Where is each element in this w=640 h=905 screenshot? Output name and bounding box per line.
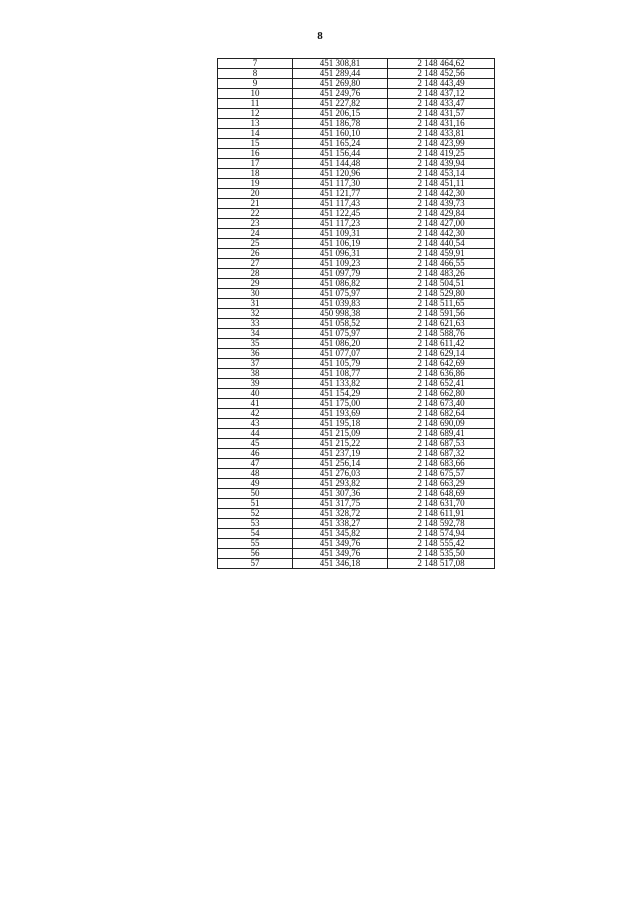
x-coordinate-cell: 451 345,82 <box>293 529 388 539</box>
x-coordinate-cell: 451 206,15 <box>293 109 388 119</box>
y-coordinate-cell: 2 148 535,50 <box>388 549 495 559</box>
point-number-cell: 11 <box>218 99 293 109</box>
y-coordinate-cell: 2 148 611,42 <box>388 339 495 349</box>
y-coordinate-cell: 2 148 673,40 <box>388 399 495 409</box>
table-row <box>218 449 495 459</box>
y-coordinate-cell: 2 148 433,47 <box>388 99 495 109</box>
x-coordinate-cell: 451 108,77 <box>293 369 388 379</box>
y-coordinate-cell: 2 148 642,69 <box>388 359 495 369</box>
x-coordinate-cell: 451 256,14 <box>293 459 388 469</box>
y-coordinate-cell: 2 148 442,30 <box>388 229 495 239</box>
point-number-cell: 24 <box>218 229 293 239</box>
y-coordinate-cell: 2 148 464,62 <box>388 59 495 69</box>
x-coordinate-cell: 451 269,80 <box>293 79 388 89</box>
y-coordinate-cell: 2 148 675,57 <box>388 469 495 479</box>
page-number: 8 <box>317 30 323 42</box>
point-number-cell: 29 <box>218 279 293 289</box>
table-row <box>218 219 495 229</box>
table-row <box>218 519 495 529</box>
x-coordinate-cell: 451 120,96 <box>293 169 388 179</box>
table-row <box>218 399 495 409</box>
x-coordinate-cell: 451 058,52 <box>293 319 388 329</box>
point-number-cell: 16 <box>218 149 293 159</box>
table-row <box>218 179 495 189</box>
y-coordinate-cell: 2 148 466,55 <box>388 259 495 269</box>
y-coordinate-cell: 2 148 511,65 <box>388 299 495 309</box>
x-coordinate-cell: 451 328,72 <box>293 509 388 519</box>
table-row <box>218 559 495 569</box>
point-number-cell: 36 <box>218 349 293 359</box>
table-row <box>218 149 495 159</box>
point-number-cell: 41 <box>218 399 293 409</box>
table-row <box>218 99 495 109</box>
point-number-cell: 49 <box>218 479 293 489</box>
table-row <box>218 369 495 379</box>
table-row <box>218 109 495 119</box>
table-row <box>218 59 495 69</box>
x-coordinate-cell: 451 144,48 <box>293 159 388 169</box>
table-row <box>218 139 495 149</box>
table-row <box>218 329 495 339</box>
table-row <box>218 549 495 559</box>
x-coordinate-cell: 451 075,97 <box>293 329 388 339</box>
table-row <box>218 319 495 329</box>
point-number-cell: 46 <box>218 449 293 459</box>
point-number-cell: 25 <box>218 239 293 249</box>
point-number-cell: 45 <box>218 439 293 449</box>
point-number-cell: 28 <box>218 269 293 279</box>
point-number-cell: 15 <box>218 139 293 149</box>
table-row <box>218 89 495 99</box>
table-row <box>218 339 495 349</box>
table-row <box>218 469 495 479</box>
x-coordinate-cell: 451 156,44 <box>293 149 388 159</box>
point-number-cell: 9 <box>218 79 293 89</box>
y-coordinate-cell: 2 148 429,84 <box>388 209 495 219</box>
table-row <box>218 289 495 299</box>
point-number-cell: 56 <box>218 549 293 559</box>
point-number-cell: 26 <box>218 249 293 259</box>
point-number-cell: 22 <box>218 209 293 219</box>
y-coordinate-cell: 2 148 439,73 <box>388 199 495 209</box>
point-number-cell: 48 <box>218 469 293 479</box>
point-number-cell: 19 <box>218 179 293 189</box>
x-coordinate-cell: 451 117,43 <box>293 199 388 209</box>
x-coordinate-cell: 451 077,07 <box>293 349 388 359</box>
x-coordinate-cell: 451 317,75 <box>293 499 388 509</box>
y-coordinate-cell: 2 148 427,00 <box>388 219 495 229</box>
y-coordinate-cell: 2 148 431,16 <box>388 119 495 129</box>
x-coordinate-cell: 451 249,76 <box>293 89 388 99</box>
point-number-cell: 10 <box>218 89 293 99</box>
y-coordinate-cell: 2 148 611,91 <box>388 509 495 519</box>
x-coordinate-cell: 451 215,09 <box>293 429 388 439</box>
point-number-cell: 20 <box>218 189 293 199</box>
point-number-cell: 7 <box>218 59 293 69</box>
y-coordinate-cell: 2 148 439,94 <box>388 159 495 169</box>
table-row <box>218 159 495 169</box>
point-number-cell: 52 <box>218 509 293 519</box>
x-coordinate-cell: 451 195,18 <box>293 419 388 429</box>
y-coordinate-cell: 2 148 459,91 <box>388 249 495 259</box>
y-coordinate-cell: 2 148 423,99 <box>388 139 495 149</box>
table-row <box>218 169 495 179</box>
x-coordinate-cell: 451 086,20 <box>293 339 388 349</box>
table-row <box>218 409 495 419</box>
y-coordinate-cell: 2 148 636,86 <box>388 369 495 379</box>
y-coordinate-cell: 2 148 442,30 <box>388 189 495 199</box>
x-coordinate-cell: 450 998,38 <box>293 309 388 319</box>
point-number-cell: 32 <box>218 309 293 319</box>
x-coordinate-cell: 451 075,97 <box>293 289 388 299</box>
point-number-cell: 31 <box>218 299 293 309</box>
y-coordinate-cell: 2 148 431,57 <box>388 109 495 119</box>
y-coordinate-cell: 2 148 453,14 <box>388 169 495 179</box>
point-number-cell: 23 <box>218 219 293 229</box>
y-coordinate-cell: 2 148 452,56 <box>388 69 495 79</box>
table-row <box>218 259 495 269</box>
x-coordinate-cell: 451 186,78 <box>293 119 388 129</box>
table-row <box>218 249 495 259</box>
point-number-cell: 50 <box>218 489 293 499</box>
point-number-cell: 38 <box>218 369 293 379</box>
point-number-cell: 30 <box>218 289 293 299</box>
y-coordinate-cell: 2 148 682,64 <box>388 409 495 419</box>
x-coordinate-cell: 451 117,23 <box>293 219 388 229</box>
x-coordinate-cell: 451 105,79 <box>293 359 388 369</box>
x-coordinate-cell: 451 154,29 <box>293 389 388 399</box>
coordinates-table-body <box>218 59 495 569</box>
table-row <box>218 479 495 489</box>
x-coordinate-cell: 451 106,19 <box>293 239 388 249</box>
point-number-cell: 34 <box>218 329 293 339</box>
point-number-cell: 13 <box>218 119 293 129</box>
x-coordinate-cell: 451 215,22 <box>293 439 388 449</box>
table-row <box>218 349 495 359</box>
table-row <box>218 129 495 139</box>
x-coordinate-cell: 451 227,82 <box>293 99 388 109</box>
y-coordinate-cell: 2 148 631,70 <box>388 499 495 509</box>
x-coordinate-cell: 451 349,76 <box>293 539 388 549</box>
x-coordinate-cell: 451 193,69 <box>293 409 388 419</box>
point-number-cell: 17 <box>218 159 293 169</box>
x-coordinate-cell: 451 039,83 <box>293 299 388 309</box>
y-coordinate-cell: 2 148 433,81 <box>388 129 495 139</box>
x-coordinate-cell: 451 346,18 <box>293 559 388 569</box>
table-row <box>218 119 495 129</box>
table-row <box>218 539 495 549</box>
y-coordinate-cell: 2 148 690,09 <box>388 419 495 429</box>
x-coordinate-cell: 451 338,27 <box>293 519 388 529</box>
table-row <box>218 529 495 539</box>
point-number-cell: 53 <box>218 519 293 529</box>
point-number-cell: 27 <box>218 259 293 269</box>
y-coordinate-cell: 2 148 451,11 <box>388 179 495 189</box>
coordinates-table <box>217 58 495 569</box>
y-coordinate-cell: 2 148 652,41 <box>388 379 495 389</box>
point-number-cell: 55 <box>218 539 293 549</box>
x-coordinate-cell: 451 289,44 <box>293 69 388 79</box>
table-row <box>218 239 495 249</box>
point-number-cell: 35 <box>218 339 293 349</box>
y-coordinate-cell: 2 148 588,76 <box>388 329 495 339</box>
y-coordinate-cell: 2 148 504,51 <box>388 279 495 289</box>
table-row <box>218 199 495 209</box>
y-coordinate-cell: 2 148 683,66 <box>388 459 495 469</box>
y-coordinate-cell: 2 148 483,26 <box>388 269 495 279</box>
y-coordinate-cell: 2 148 437,12 <box>388 89 495 99</box>
point-number-cell: 18 <box>218 169 293 179</box>
table-row <box>218 389 495 399</box>
y-coordinate-cell: 2 148 440,54 <box>388 239 495 249</box>
y-coordinate-cell: 2 148 662,80 <box>388 389 495 399</box>
y-coordinate-cell: 2 148 689,41 <box>388 429 495 439</box>
y-coordinate-cell: 2 148 687,32 <box>388 449 495 459</box>
x-coordinate-cell: 451 096,31 <box>293 249 388 259</box>
table-row <box>218 429 495 439</box>
x-coordinate-cell: 451 122,45 <box>293 209 388 219</box>
x-coordinate-cell: 451 293,82 <box>293 479 388 489</box>
y-coordinate-cell: 2 148 419,25 <box>388 149 495 159</box>
x-coordinate-cell: 451 160,10 <box>293 129 388 139</box>
point-number-cell: 12 <box>218 109 293 119</box>
y-coordinate-cell: 2 148 529,80 <box>388 289 495 299</box>
x-coordinate-cell: 451 086,82 <box>293 279 388 289</box>
table-row <box>218 229 495 239</box>
table-row <box>218 299 495 309</box>
table-row <box>218 489 495 499</box>
table-row <box>218 269 495 279</box>
point-number-cell: 33 <box>218 319 293 329</box>
x-coordinate-cell: 451 308,81 <box>293 59 388 69</box>
point-number-cell: 44 <box>218 429 293 439</box>
table-row <box>218 209 495 219</box>
y-coordinate-cell: 2 148 648,69 <box>388 489 495 499</box>
y-coordinate-cell: 2 148 517,08 <box>388 559 495 569</box>
point-number-cell: 40 <box>218 389 293 399</box>
x-coordinate-cell: 451 121,77 <box>293 189 388 199</box>
point-number-cell: 54 <box>218 529 293 539</box>
x-coordinate-cell: 451 117,30 <box>293 179 388 189</box>
table-row <box>218 359 495 369</box>
point-number-cell: 51 <box>218 499 293 509</box>
y-coordinate-cell: 2 148 663,29 <box>388 479 495 489</box>
point-number-cell: 37 <box>218 359 293 369</box>
table-row <box>218 499 495 509</box>
y-coordinate-cell: 2 148 443,49 <box>388 79 495 89</box>
y-coordinate-cell: 2 148 621,63 <box>388 319 495 329</box>
x-coordinate-cell: 451 133,82 <box>293 379 388 389</box>
table-row <box>218 419 495 429</box>
x-coordinate-cell: 451 109,31 <box>293 229 388 239</box>
table-row <box>218 189 495 199</box>
table-row <box>218 79 495 89</box>
y-coordinate-cell: 2 148 629,14 <box>388 349 495 359</box>
point-number-cell: 47 <box>218 459 293 469</box>
point-number-cell: 57 <box>218 559 293 569</box>
point-number-cell: 39 <box>218 379 293 389</box>
table-row <box>218 439 495 449</box>
x-coordinate-cell: 451 097,79 <box>293 269 388 279</box>
y-coordinate-cell: 2 148 591,56 <box>388 309 495 319</box>
x-coordinate-cell: 451 165,24 <box>293 139 388 149</box>
table-row <box>218 459 495 469</box>
y-coordinate-cell: 2 148 574,94 <box>388 529 495 539</box>
table-row <box>218 379 495 389</box>
point-number-cell: 8 <box>218 69 293 79</box>
table-row <box>218 69 495 79</box>
x-coordinate-cell: 451 175,00 <box>293 399 388 409</box>
x-coordinate-cell: 451 109,23 <box>293 259 388 269</box>
point-number-cell: 14 <box>218 129 293 139</box>
y-coordinate-cell: 2 148 592,78 <box>388 519 495 529</box>
table-row <box>218 279 495 289</box>
point-number-cell: 42 <box>218 409 293 419</box>
y-coordinate-cell: 2 148 555,42 <box>388 539 495 549</box>
point-number-cell: 21 <box>218 199 293 209</box>
table-row <box>218 509 495 519</box>
y-coordinate-cell: 2 148 687,53 <box>388 439 495 449</box>
x-coordinate-cell: 451 307,36 <box>293 489 388 499</box>
x-coordinate-cell: 451 349,76 <box>293 549 388 559</box>
x-coordinate-cell: 451 276,03 <box>293 469 388 479</box>
x-coordinate-cell: 451 237,19 <box>293 449 388 459</box>
table-row <box>218 309 495 319</box>
point-number-cell: 43 <box>218 419 293 429</box>
